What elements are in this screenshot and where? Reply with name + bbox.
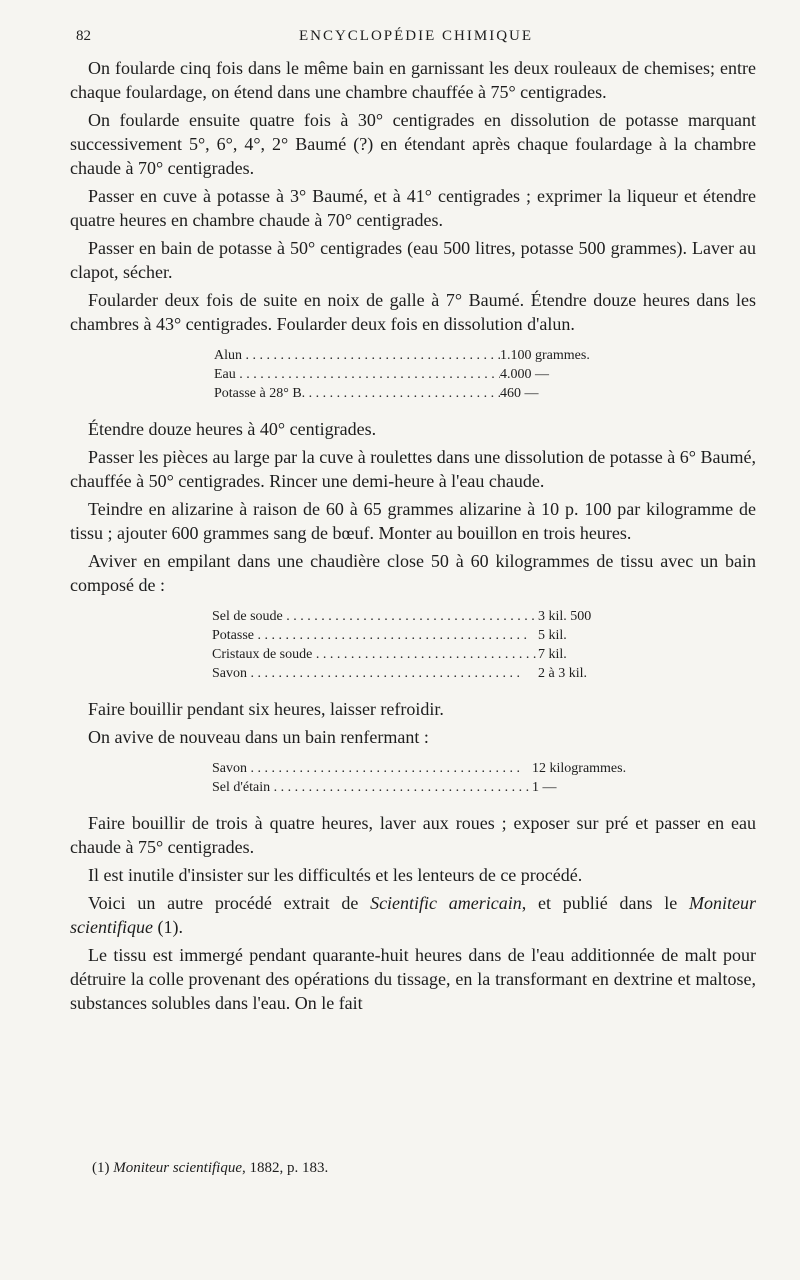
paragraph: On foularde ensuite quatre fois à 30° centigrades en dissolution de potasse marquant successivement 5°, 6°, 4°, 2° Baumé (?) en étendant après chaque foulardage à la chambre chaude à 70° centigrades.	[70, 110, 756, 178]
recipe-row	[212, 778, 756, 797]
ingredient-quantity: 7 kil.	[538, 647, 567, 662]
ingredient-quantity: 12 kilogrammes.	[532, 761, 627, 776]
paragraph: Aviver en empilant dans une chaudière close 50 à 60 kilogrammes de tissu avec un bain composé de :	[70, 551, 756, 595]
ingredient-name: Cristaux de soude . . .	[212, 645, 538, 664]
recipe-row	[214, 346, 756, 365]
recipe-row	[214, 384, 756, 403]
ingredient-name: Savon . . .	[212, 664, 538, 683]
footnote-source: Moniteur scientifique	[113, 1160, 242, 1176]
ingredient-name: Sel d'étain . . .	[212, 778, 532, 797]
paragraph: Étendre douze heures à 40° centigrades.	[88, 419, 377, 439]
ingredient-quantity: 1.100 grammes.	[500, 348, 590, 363]
ingredient-quantity: 2 à 3 kil.	[538, 666, 587, 681]
ingredient-name: Potasse à 28° B. . . .	[214, 384, 500, 403]
recipe-row	[212, 645, 756, 664]
paragraph: Passer en bain de potasse à 50° centigrades (eau 500 litres, potasse 500 grammes). Laver au clapot, sécher.	[70, 238, 756, 282]
footnote-marker: (1)	[92, 1160, 110, 1176]
footnote-reference: (1).	[152, 917, 183, 937]
paragraph: Foularder deux fois de suite en noix de galle à 7° Baumé. Étendre douze heures dans les chambres à 43° centigrades. Foularder deux fois en dissolution d'alun.	[70, 290, 756, 334]
paragraph: On avive de nouveau dans un bain renfermant :	[88, 727, 429, 747]
paragraph: Teindre en alizarine à raison de 60 à 65 grammes alizarine à 10 p. 100 par kilogramme de tissu ; ajouter 600 grammes sang de bœuf. Monter au bouillon en trois heures.	[70, 499, 756, 543]
ingredient-name: Potasse . . .	[212, 626, 538, 645]
recipe-avivage-table	[70, 607, 756, 683]
citation-italic: Scientific americain	[370, 893, 522, 913]
footnote	[92, 1158, 752, 1178]
paragraph: Il est inutile d'insister sur les difficultés et les lenteurs de ce procédé.	[88, 865, 583, 885]
recipe-row	[212, 664, 756, 683]
paragraph: Passer les pièces au large par la cuve à roulettes dans une dissolution de potasse à 6° Baumé, chauffée à 50° centigrades. Rincer une demi-heure à l'eau chaude.	[70, 447, 756, 491]
recipe-alun-table	[70, 346, 756, 403]
ingredient-quantity: 3 kil. 500	[538, 609, 592, 624]
footnote-details: , 1882, p. 183.	[241, 1160, 329, 1176]
ingredient-name: Eau . . .	[214, 365, 500, 384]
body-text	[70, 56, 756, 1019]
paragraph: Faire bouillir pendant six heures, laisser refroidir.	[88, 699, 444, 719]
recipe-savon-table	[70, 759, 756, 797]
recipe-row	[212, 759, 756, 778]
page-header	[76, 28, 756, 50]
ingredient-quantity: 460 —	[500, 386, 539, 401]
paragraph: Passer en cuve à potasse à 3° Baumé, et à 41° centigrades ; exprimer la liqueur et étendre quatre heures en chambre chaude à 70° centigrades.	[70, 186, 756, 230]
ingredient-quantity: 5 kil.	[538, 628, 567, 643]
ingredient-name: Alun . . .	[214, 346, 500, 365]
paragraph-scientific-american	[70, 891, 756, 939]
ingredient-quantity: 1 —	[532, 780, 557, 795]
ingredient-name: Savon . . .	[212, 759, 532, 778]
text-run: Voici un autre procédé extrait de	[88, 893, 371, 913]
recipe-row	[212, 607, 756, 626]
paragraph: On foularde cinq fois dans le même bain en garnissant les deux rouleaux de chemises; entre chaque foulardage, on étend dans une chambre chauffée à 75° centigrades.	[70, 58, 756, 102]
paragraph: Le tissu est immergé pendant quarante-huit heures dans de l'eau additionnée de malt pour détruire la colle provenant des opérations du tissage, en la transformant en dextrine et maltose, substances solubles dans l'eau. On le fait	[70, 945, 756, 1013]
page-number: 82	[76, 28, 91, 44]
citation-italic: Moniteur scientifique	[70, 893, 756, 937]
ingredient-name: Sel de soude . . .	[212, 607, 538, 626]
ingredient-quantity: 4.000 —	[500, 367, 549, 382]
text-run: , et publié dans le	[521, 893, 689, 913]
running-title: ENCYCLOPÉDIE CHIMIQUE	[298, 28, 534, 44]
recipe-row	[214, 365, 756, 384]
recipe-row	[212, 626, 756, 645]
paragraph: Faire bouillir de trois à quatre heures, laver aux roues ; exposer sur pré et passer en eau chaude à 75° centigrades.	[70, 813, 756, 857]
